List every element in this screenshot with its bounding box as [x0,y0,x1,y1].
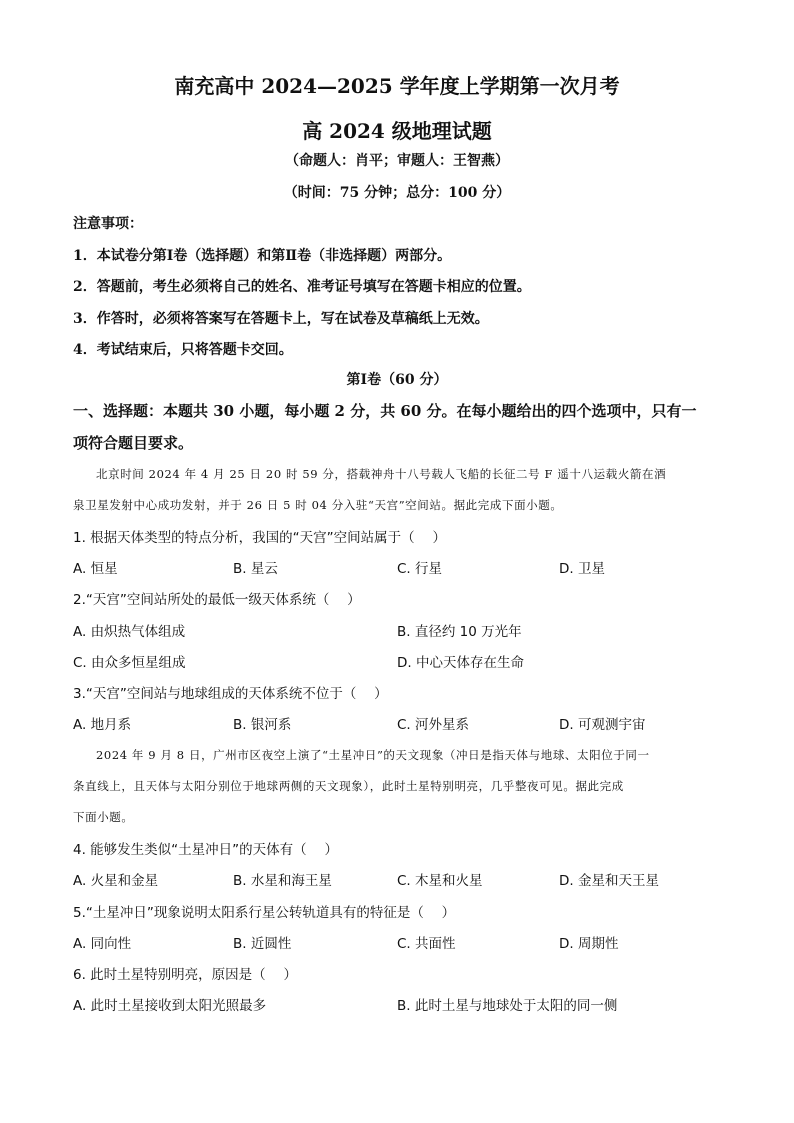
option-d: D. 周期性 [559,936,619,952]
note-item: 3．作答时，必须将答案写在答题卡上，写在试卷及草稿纸上无效。 [73,311,489,327]
option-b: B. 银河系 [233,717,292,733]
option-b: B. 水星和海王星 [233,873,332,889]
option-a: A. 同向性 [73,936,132,952]
option-b: B. 直径约 10 万光年 [397,624,522,640]
question-stem: 2.“天宫”空间站所处的最低一级天体系统（ ） [73,592,361,608]
section-instruction: 项符合题目要求。 [73,434,194,452]
option-d: D. 金星和天王星 [559,873,659,889]
option-c: C. 木星和火星 [397,873,483,889]
passage-line: 北京时间 2024 年 4 月 25 日 20 时 59 分，搭载神舟十八号载人飞船的长征二号 F 遥十八运载火箭在酒 [96,467,667,481]
option-c: C. 共面性 [397,936,456,952]
passage-line: 条直线上，且天体与太阳分别位于地球两侧的天文现象），此时土星特别明亮，几乎整夜可见。据此完成 [73,779,624,793]
option-c: C. 由众多恒星组成 [73,655,186,671]
option-b: B. 此时土星与地球处于太阳的同一侧 [397,998,618,1014]
notes-heading: 注意事项： [73,216,143,232]
question-stem: 1. 根据天体类型的特点分析，我国的“天宫”空间站属于（ ） [73,530,446,546]
section-title: 第Ⅰ卷（60 分） [346,372,448,388]
passage-line: 2024 年 9 月 8 日，广州市区夜空上演了“土星冲日”的天文现象（冲日是指天体与地球、太阳位于同一 [96,748,650,762]
option-d: D. 可观测宇宙 [559,717,646,733]
option-a: A. 火星和金星 [73,873,159,889]
note-item: 4．考试结束后，只将答题卡交回。 [73,342,293,358]
passage-line: 下面小题。 [73,810,134,824]
option-c: C. 河外星系 [397,717,470,733]
option-b: B. 近圆性 [233,936,292,952]
question-stem: 4. 能够发生类似“土星冲日”的天体有（ ） [73,842,338,858]
option-a: A. 由炽热气体组成 [73,624,186,640]
exam-subtitle: 高 2024 级地理试题 [302,119,492,143]
question-stem: 5.“土星冲日”现象说明太阳系行星公转轨道具有的特征是（ ） [73,905,456,921]
note-item: 1．本试卷分第Ⅰ卷（选择题）和第Ⅱ卷（非选择题）两部分。 [73,248,452,264]
option-a: A. 此时土星接收到太阳光照最多 [73,998,267,1014]
question-stem: 3.“天宫”空间站与地球组成的天体系统不位于（ ） [73,686,388,702]
option-b: B. 星云 [233,561,278,577]
note-item: 2．答题前，考生必须将自己的姓名、准考证号填写在答题卡相应的位置。 [73,279,531,295]
option-a: A. 恒星 [73,561,118,577]
exam-time-score: （时间：75 分钟；总分：100 分） [283,185,511,201]
exam-authors: （命题人：肖平；审题人：王智燕） [285,153,509,169]
question-stem: 6. 此时土星特别明亮，原因是（ ） [73,967,297,983]
option-d: D. 卫星 [559,561,605,577]
exam-title: 南充高中 2024—2025 学年度上学期第一次月考 [174,74,620,98]
section-instruction: 一、选择题：本题共 30 小题，每小题 2 分，共 60 分。在每小题给出的四个选项中，只有一 [73,402,697,420]
passage-line: 泉卫星发射中心成功发射，并于 26 日 5 时 04 分入驻“天宫”空间站。据此完成下面小题。 [73,498,563,512]
option-a: A. 地月系 [73,717,132,733]
option-c: C. 行星 [397,561,443,577]
option-d: D. 中心天体存在生命 [397,655,524,671]
